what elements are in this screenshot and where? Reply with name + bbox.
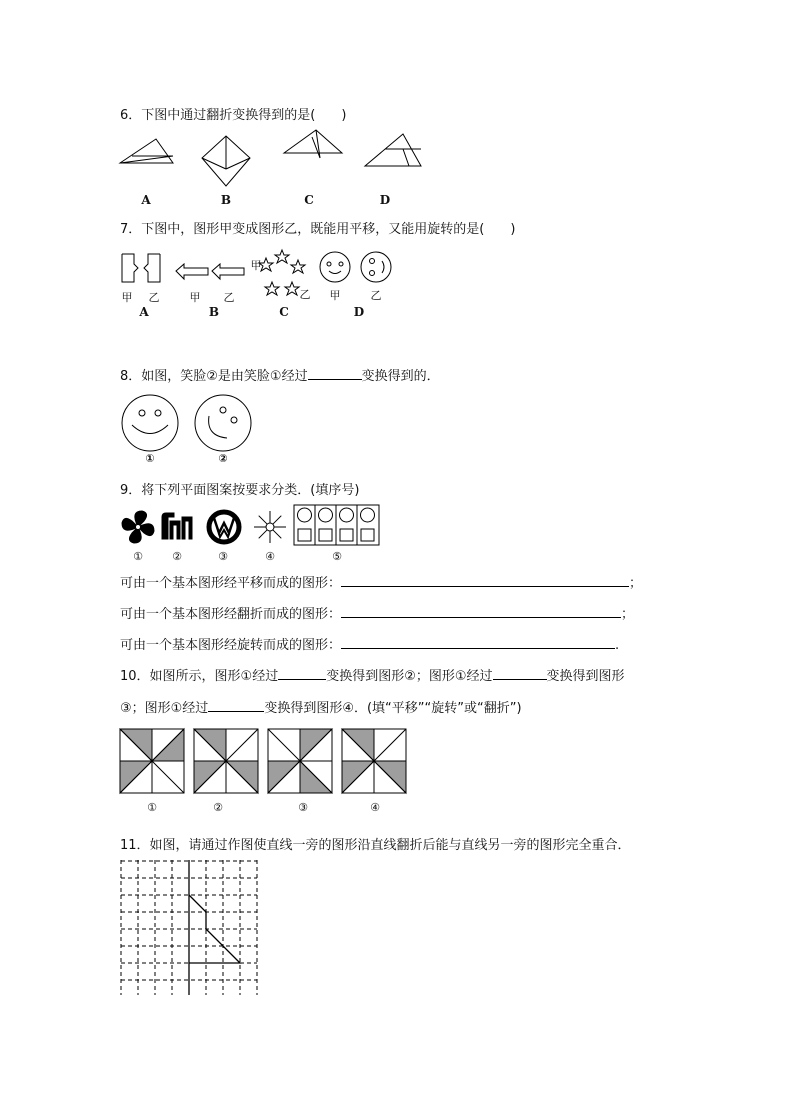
q6-label-a: A [141, 193, 151, 207]
q8-answer-blank[interactable] [308, 365, 362, 380]
q11-grid [121, 860, 261, 998]
q9-label-2: ② [172, 550, 182, 563]
q7-figure-a [118, 252, 168, 288]
question-7-text: 7．下图中，图形甲变成图形乙，既能用平移，又能用旋转的是( ) [120, 222, 516, 237]
q9-translation-blank[interactable] [341, 572, 629, 587]
question-9-text: 9．将下列平面图案按要求分类．(填序号) [120, 483, 360, 498]
q6-label-d: D [379, 193, 391, 207]
q8-label-2: ② [218, 452, 228, 465]
q7-label-a-yi: 乙 [148, 291, 160, 304]
q10-figure-4 [342, 729, 408, 795]
question-10-line1 [120, 665, 625, 684]
q6-figure-a [118, 136, 178, 166]
q10-label-1: ① [147, 801, 157, 814]
q9-line1-end: ； [629, 576, 643, 591]
q7-label-b-yi: 乙 [223, 291, 235, 304]
q7-figure-d [318, 250, 396, 284]
q10-figure-3 [268, 729, 334, 795]
q9-label-3: ③ [218, 550, 228, 563]
q9-line2-text: 可由一个基本图形经翻折而成的图形： [120, 607, 342, 622]
q10-blank-3[interactable] [208, 697, 264, 712]
question-8-text [120, 365, 440, 384]
q10-label-4: ④ [370, 801, 380, 814]
q7-label-c-yi: 乙 [299, 288, 311, 301]
q9-line3-text: 可由一个基本图形经旋转而成的图形： [120, 638, 342, 653]
q8-face-2 [193, 394, 253, 452]
q6-label-b: B [220, 193, 232, 207]
q9-pattern-1-icon [120, 509, 156, 545]
q6-label-c: C [304, 193, 314, 207]
q9-line1-text: 可由一个基本图形经平移而成的图形： [120, 576, 342, 591]
question-10-line2 [120, 697, 522, 716]
q7-label-a: A [139, 305, 149, 319]
q10-text-1: 10．如图所示，图形①经过 [120, 669, 279, 684]
q9-reflection-blank[interactable] [341, 603, 621, 618]
q10-text-3: 变换得到图形 [546, 669, 625, 684]
q9-rotation-blank[interactable] [341, 634, 615, 649]
q7-label-d: D [353, 305, 365, 319]
q9-line-rotation [120, 634, 619, 653]
q7-label-d-yi: 乙 [370, 289, 382, 302]
q10-figure-1 [120, 729, 186, 795]
q8-text-before: 8．如图，笑脸②是由笑脸①经过 [120, 369, 308, 384]
q7-label-c-jia: 甲 [250, 259, 262, 272]
q7-figure-b [174, 262, 250, 282]
q8-text-after: 变换得到的． [361, 369, 440, 384]
q7-label-c: C [279, 305, 289, 319]
question-6-text: 6．下图中通过翻折变换得到的是( ) [120, 108, 347, 123]
q7-label-d-jia: 甲 [329, 289, 341, 302]
q9-label-1: ① [133, 550, 143, 563]
q9-pattern-3-icon [206, 509, 242, 545]
q9-pattern-4-icon [252, 509, 288, 545]
q6-figure-b [200, 134, 252, 190]
q8-face-1 [120, 394, 180, 452]
q6-figure-c [282, 128, 346, 160]
q7-label-b-jia: 甲 [189, 291, 201, 304]
q8-label-1: ① [145, 452, 155, 465]
q10-text-2: 变换得到图形②；图形①经过 [326, 669, 493, 684]
q10-label-2: ② [213, 801, 223, 814]
q10-text-5: 变换得到图形④．(填“平移”“旋转”或“翻折”) [264, 701, 522, 716]
q10-figure-2 [194, 729, 260, 795]
q9-line2-end: ； [621, 607, 635, 622]
question-11-text: 11．如图，请通过作图使直线一旁的图形沿直线翻折后能与直线另一旁的图形完全重合． [120, 838, 631, 853]
q9-line-translation [120, 572, 642, 591]
q7-label-b: B [208, 305, 220, 319]
q9-pattern-2-icon [160, 511, 194, 541]
q6-figure-d [363, 132, 427, 170]
q10-blank-2[interactable] [493, 665, 547, 680]
q9-label-4: ④ [265, 550, 275, 563]
q10-text-4: ③；图形①经过 [120, 701, 209, 716]
q9-label-5: ⑤ [332, 550, 342, 563]
q9-line3-end: . [615, 638, 620, 653]
q9-pattern-5-icon [293, 504, 381, 546]
q10-label-3: ③ [298, 801, 308, 814]
q10-blank-1[interactable] [278, 665, 326, 680]
q7-label-a-jia: 甲 [121, 291, 133, 304]
q9-line-reflection [120, 603, 634, 622]
